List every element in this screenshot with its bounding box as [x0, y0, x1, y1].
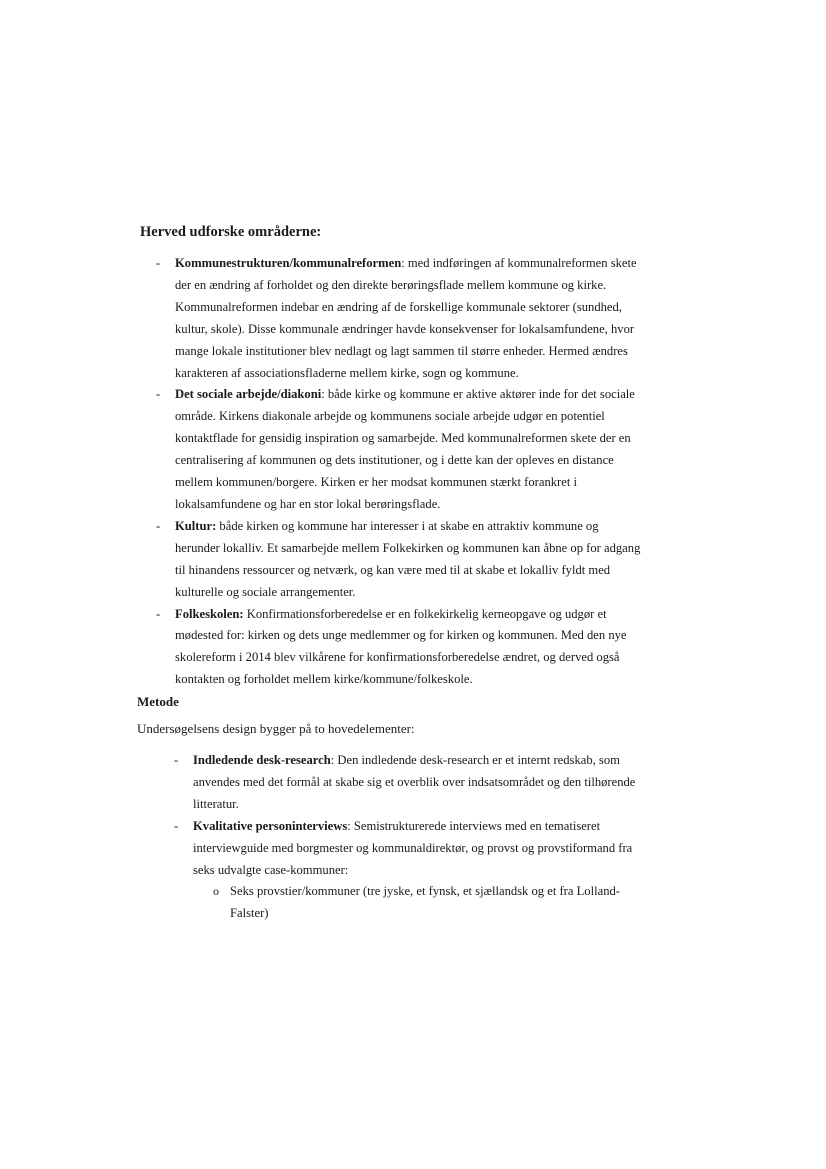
- item-term: Kvalitative personinterviews: [193, 818, 348, 833]
- item-text: : med indføringen af kommunalreformen skete der en ændring af forholdet og den direkte berøringsflade mellem kommune og kirke. Kommunalreformen indebar en ændring af de forskellige kommunale sektorer (sundhed, kultur, skole). Disse kommunale ændringer havde konsekvenser for lokalsamfundene, hvor mange lokale institutioner blev nedlagt og lagt sammen til større enheder. Hermed ændres karakteren af associationsfladerne mellem kirke, sogn og kommune.: [175, 256, 637, 380]
- interviews-sublist: [193, 881, 643, 925]
- method-title: Metode: [137, 694, 179, 709]
- list-item-desk-research: [193, 750, 643, 816]
- list-item-folkeskolen: [175, 604, 645, 692]
- item-text: både kirken og kommune har interesser i at skabe en attraktiv kommune og herunder lokalliv. Et samarbejde mellem Folkekirken og kommunen kan åbne op for adgang til hinandens ressourcer og netværk, og kan være med til at skabe et lokalliv fyldt med kulturelle og sociale arrangementer.: [175, 518, 641, 599]
- item-text: : Den indledende desk-research er et internt redskab, som anvendes med det formål at skabe sig et overblik over indsatsområdet og den tilhørende litteratur.: [193, 753, 636, 811]
- areas-list: [175, 253, 645, 691]
- item-term: Det sociale arbejde/diakoni: [175, 387, 322, 402]
- list-item-diakoni: [175, 384, 645, 515]
- item-term: Kultur:: [175, 518, 217, 533]
- item-text: Konfirmationsforberedelse er en folkekirkelig kerneopgave og udgør et mødested for: kirken og dets unge medlemmer og for kirken og kommunen. Med den nye skolereform i 2014 blev vilkårene for konfirmationsforberedelse ændret, og derved også kontakten og forholdet mellem kirke/kommune/folkeskole.: [175, 606, 627, 687]
- list-item-kultur: [175, 516, 645, 604]
- list-item-kommunestruktur: [175, 253, 645, 384]
- sublist-item: o Seks provstier/kommuner (tre jyske, et fynsk, et sjællandsk og et fra Lolland-Falster): [193, 881, 643, 925]
- areas-heading: Herved udforske områderne:: [140, 224, 322, 240]
- list-item-interviews: [193, 816, 643, 926]
- method-intro: Undersøgelsens design bygger på to hovedelementer:: [137, 721, 415, 736]
- item-text: : både kirke og kommune er aktive aktører inde for det sociale område. Kirkens diakonale arbejde og kommunens sociale arbejde udgør en potentiel kontaktflade for gensidig inspiration og samarbejde. Med kommunalreformen skete der en centralisering af kommunen og dets institutioner, og i dette kan der opleves en distance mellem kommunen/borgere. Kirken er her modsat kommunen stærkt forankret i lokalsamfundene og har en stor lokal berøringsflade.: [175, 387, 635, 511]
- item-term: Indledende desk-research: [193, 753, 331, 767]
- item-term: Kommunestrukturen/kommunalreformen: [175, 256, 402, 270]
- method-list: [193, 750, 643, 925]
- item-term: Folkeskolen:: [175, 606, 244, 621]
- item-text: : Semistrukturerede interviews med en tematiseret interviewguide med borgmester og kommunaldirektør, og provst og provstiformand fra seks udvalgte case-kommuner:: [193, 818, 633, 877]
